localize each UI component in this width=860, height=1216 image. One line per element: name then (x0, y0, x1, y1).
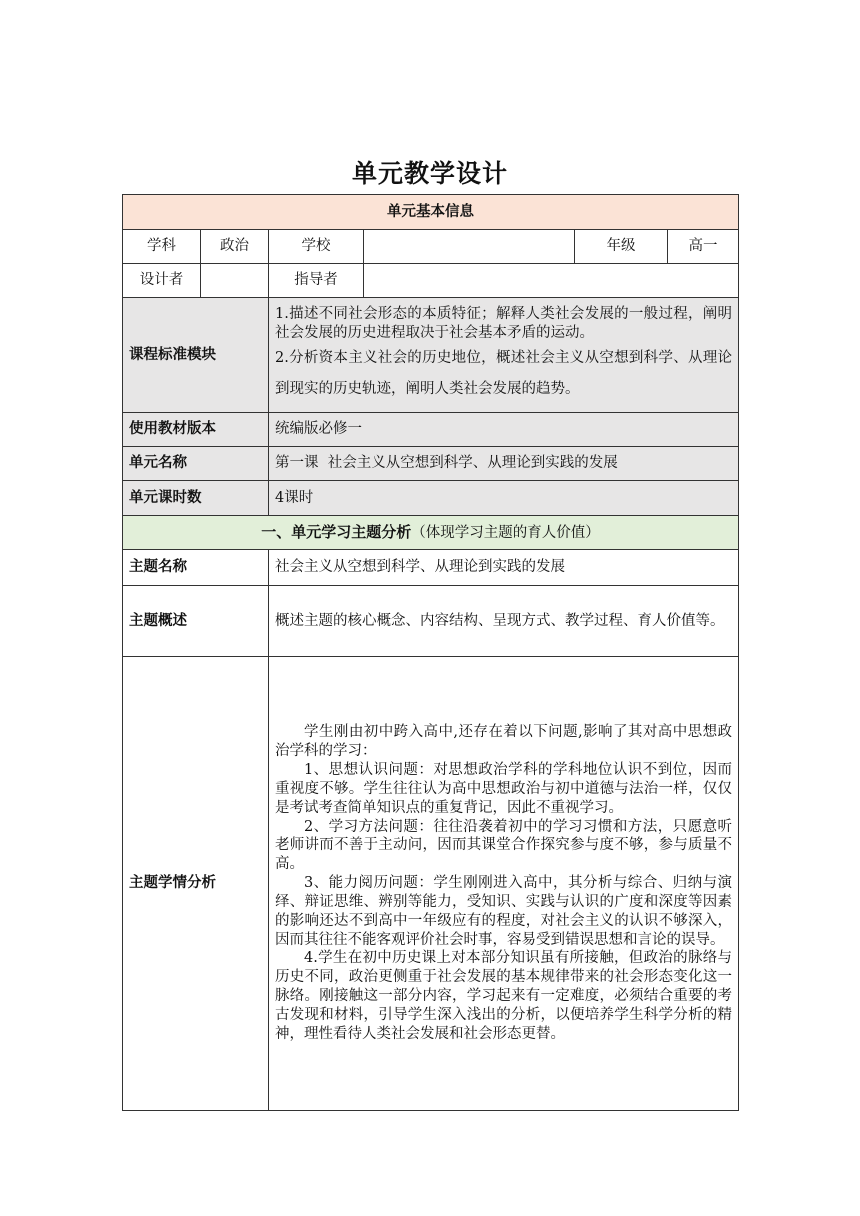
curriculum-item-2: 2.分析资本主义社会的历史地位，概述社会主义从空想到科学、从理论到现实的历史轨迹，阐明人类社会发展的趋势。 (275, 349, 733, 397)
unit-hours-row (123, 481, 739, 516)
basic-info-header-row (123, 195, 739, 230)
curriculum-label: 课程标准模块 (123, 298, 269, 413)
unit-name-value: 第一课 社会主义从空想到科学、从理论到实践的发展 (269, 447, 739, 481)
theme-analysis-label: 主题学情分析 (123, 657, 269, 1111)
analysis-paragraph-4: 4.学生在初中历史课上对本部分知识虽有所接触，但政治的脉络与历史不同，政治更侧重于社会发展的基本规律带来的社会形态变化这一脉络。刚接触这一部分内容，学习起来有一定难度，必须结合重要的考古发现和材料，引导学生深入浅出的分析，以便培养学生科学分析的精神，理性看待人类社会发展和社会形态更替。 (275, 950, 733, 1042)
section-basic-info: 单元基本信息 (123, 195, 739, 230)
analysis-paragraph-3: 3、能力阅历问题：学生刚刚进入高中，其分析与综合、归纳与演绎、辩证思维、辨别等能力，受知识、实践与认识的广度和深度等因素的影响还达不到高中一年级应有的程度，对社会主义的认识不够深入，因而其往往不能客观评价社会时事，容易受到错误思想和言论的误导。 (275, 875, 733, 948)
section-one-header-row (123, 516, 739, 550)
unit-design-table (122, 194, 739, 1111)
theme-name-label: 主题名称 (123, 550, 269, 586)
curriculum-content (269, 298, 739, 413)
designer-row (123, 264, 739, 298)
page-title: 单元教学设计 (351, 159, 508, 188)
advisor-label: 指导者 (269, 264, 364, 298)
designer-value (201, 264, 269, 298)
section-one-header (123, 516, 739, 550)
theme-analysis-row (123, 657, 739, 1111)
grade-label: 年级 (575, 230, 668, 264)
textbook-value: 统编版必修一 (269, 413, 739, 447)
designer-label: 设计者 (123, 264, 201, 298)
theme-analysis-content (269, 657, 739, 1111)
analysis-paragraph-intro: 学生刚由初中跨入高中,还存在着以下问题,影响了其对高中思想政治学科的学习： (275, 724, 733, 760)
curriculum-row (123, 298, 739, 413)
textbook-row (123, 413, 739, 447)
unit-name-label: 单元名称 (123, 447, 269, 481)
school-value (364, 230, 575, 264)
subject-row (123, 230, 739, 264)
theme-overview-row (123, 586, 739, 657)
theme-name-row (123, 550, 739, 586)
section-one-title: 一、单元学习主题分析 (261, 522, 412, 541)
grade-value: 高一 (668, 230, 739, 264)
section-one-note: （体现学习主题的育人价值） (411, 524, 600, 541)
unit-name-row (123, 447, 739, 481)
unit-hours-label: 单元课时数 (123, 481, 269, 516)
curriculum-item-1: 1.描述不同社会形态的本质特征；解释人类社会发展的一般过程，阐明社会发展的历史进程取决于社会基本矛盾的运动。 (275, 306, 733, 341)
theme-overview-label: 主题概述 (123, 586, 269, 657)
school-label: 学校 (269, 230, 364, 264)
unit-hours-value: 4课时 (269, 481, 739, 516)
subject-value: 政治 (201, 230, 269, 264)
textbook-label: 使用教材版本 (123, 413, 269, 447)
subject-label: 学科 (123, 230, 201, 264)
advisor-value (364, 264, 739, 298)
theme-name-value: 社会主义从空想到科学、从理论到实践的发展 (269, 550, 739, 586)
analysis-paragraph-1: 1、思想认识问题：对思想政治学科的学科地位认识不到位，因而重视度不够。学生往往认为高中思想政治与初中道德与法治一样，仅仅是考试考查简单知识点的重复背记，因此不重视学习。 (275, 762, 733, 816)
analysis-paragraph-2: 2、学习方法问题：往往沿袭着初中的学习习惯和方法，只愿意听老师讲而不善于主动问，因而其课堂合作探究参与度不够，参与质量不高。 (275, 818, 733, 873)
theme-overview-value: 概述主题的核心概念、内容结构、呈现方式、教学过程、育人价值等。 (269, 586, 739, 657)
